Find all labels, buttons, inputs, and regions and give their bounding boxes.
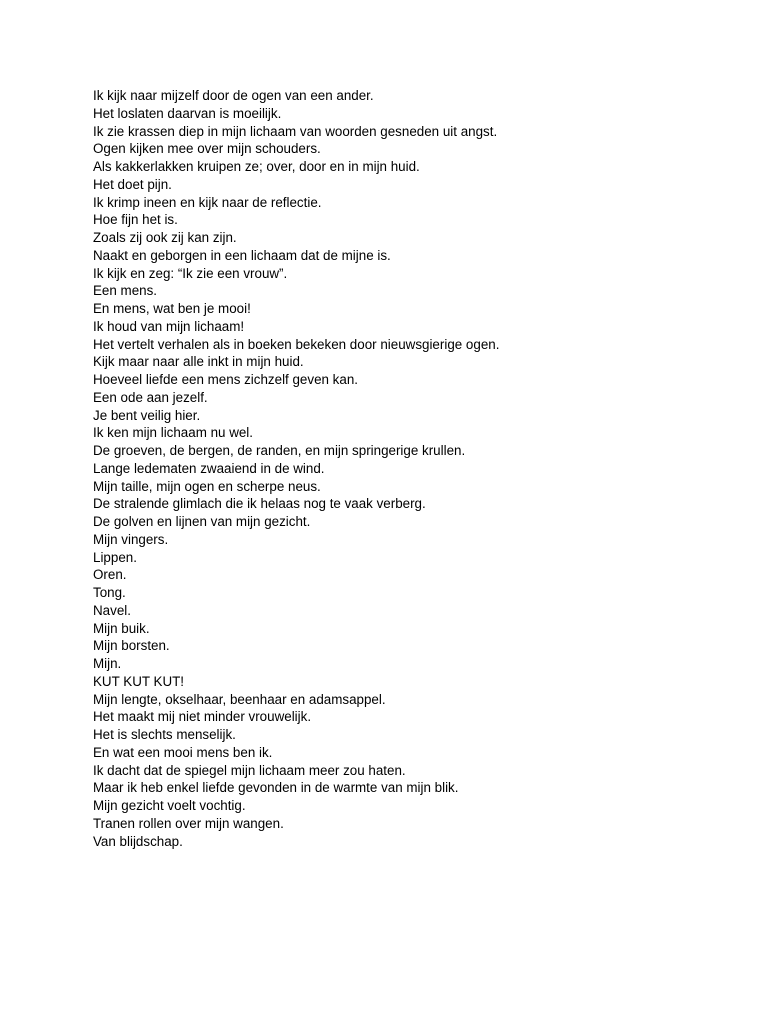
poem-line: Ik kijk naar mijzelf door de ogen van een ander.: [93, 88, 374, 103]
poem-line: Mijn vingers.: [93, 531, 169, 547]
poem-line: De stralende glimlach die ik helaas nog te vaak verberg.: [93, 496, 426, 512]
poem-line: Als kakkerlakken kruipen ze; over, door en in mijn huid.: [93, 159, 420, 174]
poem-line: Het maakt mij niet minder vrouwelijk.: [93, 709, 312, 725]
poem-line: Ik krimp ineen en kijk naar de reflectie.: [93, 194, 322, 210]
poem-line: Het vertelt verhalen als in boeken bekeken door nieuwsgierige ogen.: [93, 336, 500, 352]
poem-line: Het is slechts menselijk.: [93, 727, 236, 742]
poem-line: Mijn.: [93, 656, 122, 671]
poem-line: Navel.: [93, 602, 131, 618]
poem-line: Mijn taille, mijn ogen en scherpe neus.: [93, 478, 321, 494]
poem-line: Mijn borsten.: [93, 638, 170, 654]
poem-line: Maar ik heb enkel liefde gevonden in de warmte van mijn blik.: [93, 780, 459, 796]
poem-line: Je bent veilig hier.: [93, 407, 201, 423]
poem-line: Naakt en geborgen in een lichaam dat de mijne is.: [93, 247, 391, 263]
poem-line: Ik ken mijn lichaam nu wel.: [93, 425, 254, 441]
poem-line: Van blijdschap.: [93, 833, 183, 849]
poem-line: Een ode aan jezelf.: [93, 389, 208, 405]
poem-line: Een mens.: [93, 283, 158, 299]
poem-text: [93, 87, 733, 850]
poem-line: Hoe fijn het is.: [93, 212, 178, 228]
poem-line: De groeven, de bergen, de randen, en mijn springerige krullen.: [93, 443, 466, 458]
poem-line: Ik kijk en zeg: “Ik zie een vrouw”.: [93, 265, 288, 281]
poem-line: Ik dacht dat de spiegel mijn lichaam meer zou haten.: [93, 762, 406, 778]
poem-line: En wat een mooi mens ben ik.: [93, 744, 273, 760]
poem-line: De golven en lijnen van mijn gezicht.: [93, 514, 311, 529]
poem-line: Hoeveel liefde een mens zichzelf geven kan.: [93, 372, 358, 387]
poem-line: Tranen rollen over mijn wangen.: [93, 815, 284, 831]
poem-line: Ik zie krassen diep in mijn lichaam van woorden gesneden uit angst.: [93, 123, 498, 139]
poem-line: Oren.: [93, 567, 127, 583]
poem-line: Kijk maar naar alle inkt in mijn huid.: [93, 354, 304, 370]
poem-line: Ik houd van mijn lichaam!: [93, 318, 245, 334]
poem-line: Het loslaten daarvan is moeilijk.: [93, 105, 282, 121]
poem-line: Ogen kijken mee over mijn schouders.: [93, 141, 321, 157]
poem-line: Tong.: [93, 585, 126, 600]
poem-line: Mijn lengte, okselhaar, beenhaar en adamsappel.: [93, 691, 386, 707]
poem-line: Lippen.: [93, 549, 137, 565]
poem-line: Lange ledematen zwaaiend in de wind.: [93, 460, 325, 476]
poem-line: En mens, wat ben je mooi!: [93, 301, 251, 316]
poem-line: Mijn gezicht voelt vochtig.: [93, 798, 246, 813]
poem-line: Zoals zij ook zij kan zijn.: [93, 230, 237, 245]
poem-line: Mijn buik.: [93, 620, 150, 636]
poem-line: Het doet pijn.: [93, 176, 172, 192]
poem-line: KUT KUT KUT!: [93, 673, 185, 689]
